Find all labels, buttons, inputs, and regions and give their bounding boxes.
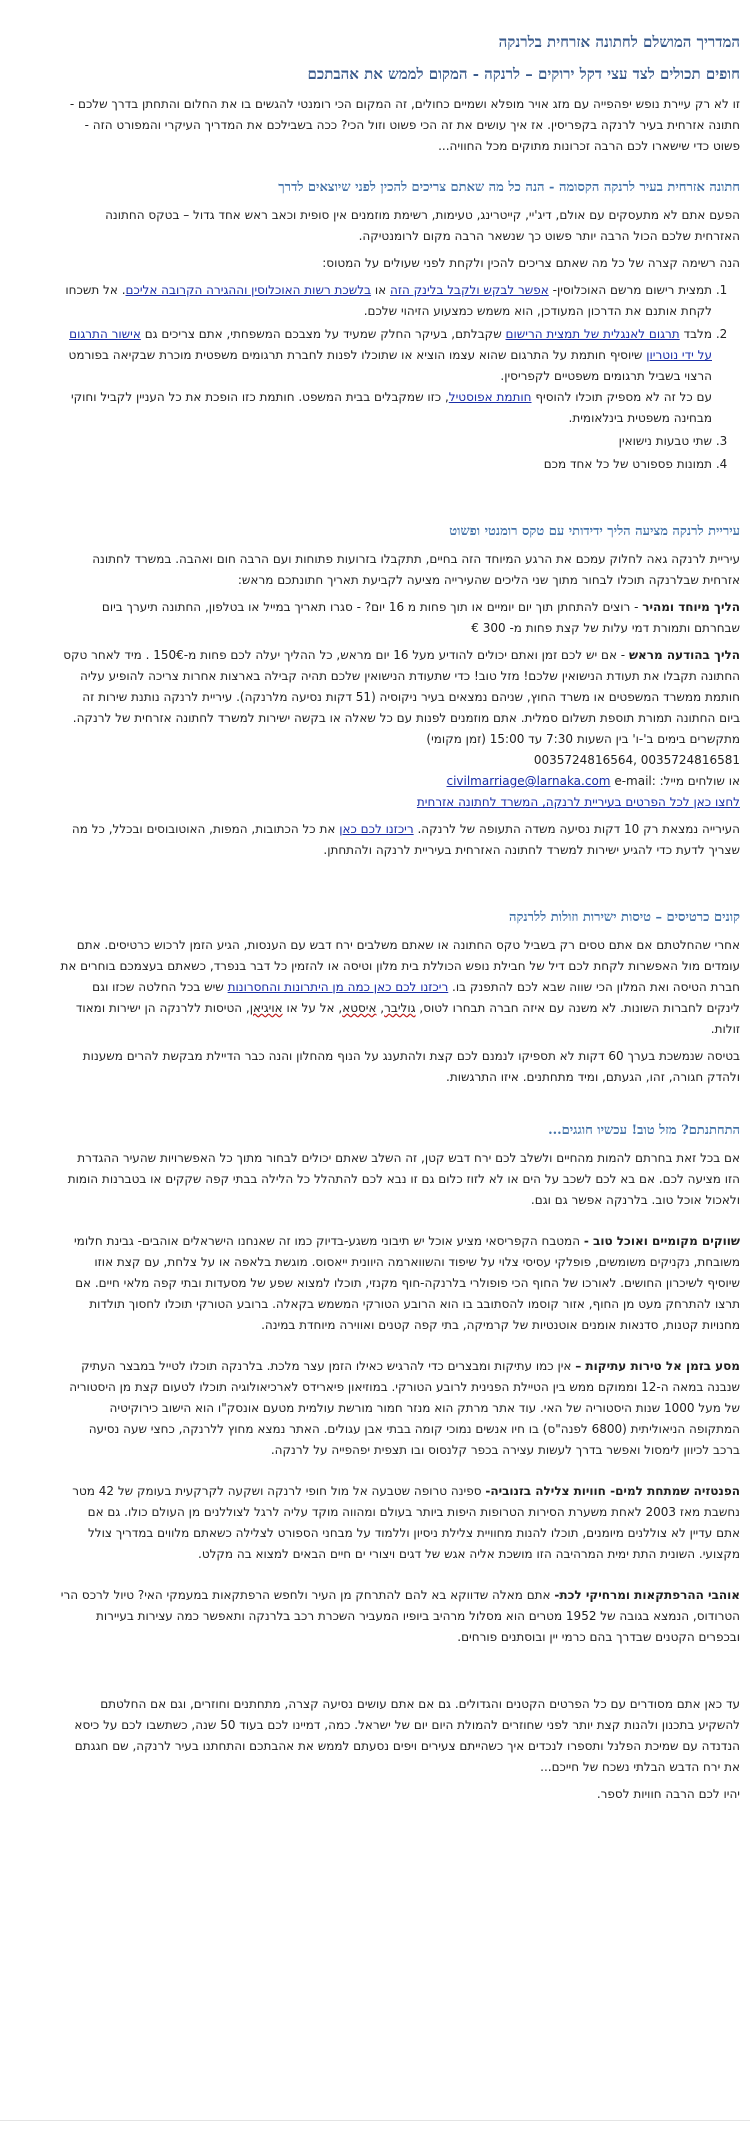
article — [60, 30, 740, 1811]
requirements-heading: חתונה אזרחית בעיר לרנקה הקסומה - הנה כל מה שאתם צריכים להכין לפני שיוצאים לדרך — [278, 180, 740, 195]
municipality-site-link[interactable]: לחצו כאן לכל הפרטים בעיריית לרנקה, המשרד לחתונה אזרחית — [416, 795, 740, 809]
population-registry-link[interactable]: אפשר לבקש ולקבל בלינק הזה — [390, 283, 549, 297]
pros-cons-link[interactable]: ריכזנו לכם כאן כמה מן היתרונות והחסרונות — [227, 980, 449, 994]
flight-paragraph: בטיסה שנמשכת בערך 60 דקות לא תספיקו לנמנם לכם קצת ולהתענג על הנוף מהחלון והנה כבר הדיילת מבקשת להרים משענות ולהדק חגורה, זהו, הגעתם, ומיד מתחתנים. איזו התרגשות. — [82, 1049, 740, 1084]
closing-wish: יהיו לכם הרבה חוויות לספר. — [596, 1787, 740, 1801]
list-item: 4. תמונות פספורט של כל אחד מכם — [60, 454, 712, 475]
markets-paragraph: שווקים מקומיים ואוכל טוב - המטבח הקפריסאי מציע אוכל יש תיבוני משגע-בדיוק כמו זה שאנחנו הישראלים אוהבים- גבינת חלומי משובחת, נקניקים משומשים, פופלקי עסיסי צלוי על שיפוד והשווארמה היוונית ייאסוס. מוגשת בלאפה או על צלחת, עם קצת אוזו שיוסיף לשיכרון החושים. לאורכו של החוף הכי פופולרי בלרנקה-חוף מקנזי, תוכלו למצוא שפע של מסעדות ובתי קפה מלאי חיים. אם תרצו להתרחק מעט מן החוף, אזור קוסמו להסתובב בו הוא הרובע הטורקי המשמש בקאלה. ברובע הטורקי תוכלו לחסוך תולדות מחנויות קטנות, סדנאות אומנים אוטנטיות של קרמיקה, בתי קפה קטנים ואווירה מיוחדת במינה. — [73, 1234, 740, 1332]
married-heading: התחתנתם? מזל טוב! עכשיו חוגגים... — [548, 1123, 740, 1138]
tickets-heading: קונים כרטיסים – טיסות ישירות וזולות ללרנקה — [509, 910, 740, 925]
diving-paragraph: הפנטזיה שמתחת למים- חוויות צלילה בזנוביה- ספינה טרופה שטבעה אל מול חופי לרנקה ושקעה לקרקעית בעומק של 42 מטר נחשבת מאז 2003 לאחת משערת הסירות הטרופות היפות ביותר בעולם ומהווה מוקד עליה לרגל לצוללנים מן העולם כולו. גם אם אתם עדיין לא צוללנים מיומנים, תוכלו להנות מחוויית צלילת ניסיון וללמוד על מבחני הספורט לצלילה כשאתם מלווים במדריך צולל מקצועי. השונית התת ימית המרהיבה הזו מושכת אליה אגש של דגים ויצורי ים חיים הבאים למצוא בה מקלט. — [72, 1484, 740, 1561]
email-link[interactable]: civilmarriage@larnaka.com — [446, 774, 611, 788]
markets-title: שווקים מקומיים ואוכל טוב - — [583, 1234, 740, 1248]
fast-procedure: הליך מיוחד ומהיר - רוצים להתחתן תוך יום יומיים או תוך פחות מ 16 יום? - סגרו תאריך במייל או בטלפון, החתונה תיערך ביום שבחרתם ותמורת דמי עלות של קצת פחות מ- 300 € — [101, 600, 740, 635]
documents-list — [60, 280, 740, 475]
list-item: 2. מלבד תרגום לאנגלית של תמצית הרישום שקבלתם, בעיקר החלק שמעיד על מצבכם המשפחתי, אתם צריכים גם אישור התרגום על ידי נוטריון שיוסיף חותמת על התרגום שהוא עצמו הוציא או שתוכלו לפנות לחברת תרגומים משפטית מוכרת שבקיאה בפורמט הרצוי בשביל תרגומים משפטיים לקפריסין. עם כל זה לא מספיק תוכלו להוסיף חותמת אפוסטיל, כזו שמקבלים בבית המשפט. חותמת כזו הופכת את כל העניין לקביל וחוקי מבחינה משפטית בינלאומית. — [60, 324, 712, 429]
advance-procedure: הליך בהודעה מראש - אם יש לכם זמן ואתם יכולים להודיע מעל 16 יום מראש, כל ההליך יעלה לכם פחות מ-150€ . מיד לאחר טקס החתונה תקבלו את תעודת הנישואין שלכם! מזל טוב! כדי שתעודת הנישואין שלכם תהיה קבילה בארצות אחרות צריכה להופיע עליה חותמת ממשרד המשפטים או משרד החוץ, שניהם נמצאים בעיר ניקוסיה (51 דקות נסיעה מלרנקה). עיריית לרנקה נותנת שירות זה ביום החתונה תמורת תוספת תשלום סמלית. אתם מוזמנים לפנות עם כל שאלה או בקשה ישירות למשרד לחתונה אזרחית של לרנקה. מתקשרים בימים ב'-ו' בין השעות 7:30 עד 15:00 (זמן מקומי) 0035724816564, 0035724816581 או שולחים מייל: civilmarriage@larnaka.com e-mail: לחצו כאן לכל הפרטים בעיריית לרנקה, המשרד לחתונה אזרחית — [63, 648, 740, 809]
closing-paragraph: עד כאן אתם מסודרים עם כל הפרטים הקטנים והגדולים. גם אם אתם עושים נסיעה קצרה, מתחתנים וחוזרים, וגם אם החלטתם להשקיע בתכנון ולהנות קצת יותר לפני שחוזרים להמולת היום יום של ישראל. כמה, דמיינו לכם בעוד 50 שנה, כשתשבו לכם על כיסא הנדנדה עם שמיכת הפלנל ותספרו לנכדים איך כשהייתם צעירים ויפים נסעתם לממש את אהבתכם והתחתנו בעיר לרנקה, שם חגגתם את ירח הדבש הבלתי נשכח של חייכם... — [74, 1697, 740, 1774]
phone-numbers: 0035724816564, 0035724816581 — [533, 753, 740, 767]
requirements-intro: הפעם אתם לא מתעסקים עם אולם, דיג'יי, קייטרינג, טעימות, רשימת מוזמנים אין סופית וכאב ראש אחד גדול – בטקס החתונה האזרחית שלכם הכול הרבה יותר פשוט כך שנשאר הרבה מקום לרומנטיקה. — [105, 208, 740, 243]
fast-procedure-title: הליך מיוחד ומהיר — [642, 600, 740, 614]
location-paragraph: העירייה נמצאת רק 10 דקות נסיעה משדה התעופה של לרנקה. ריכזנו לכם כאן את כל הכתובות, המפות, האוטובוסים ובכלל, כל מה שצריך לדעת כדי להגיע ישירות למשרד לחתונה האזרחית בעיריית לרנקה ולהתחתן. — [71, 822, 740, 857]
advance-procedure-title: הליך בהודעה מראש — [628, 648, 740, 662]
history-paragraph: מסע בזמן אל טירות עתיקות – אין כמו עתיקות ומבצרים כדי להרגיש כאילו הזמן עצר מלכת. בלרנקה תוכלו לטייל במבצר העתיק שנבנה במאה ה-12 וממוקם ממש בין הטיילת הפנינית לרובע הטורקי. במוזיאון פיארידס לארכיאולוגיה תוכלו לטעום קצת מן היסטוריה של מעל 1000 שנות היסטוריה של האי. עוד אתר מרתק הוא מנזר חמור מורשת עולמית מטעם אונסק"ו הוא הישוב כירוקיטיה המתקופה הניאוליתית (6800 לפנה"ס) בו חיו אנשים נמוכי קומה בבתי אבן עגולים. האתר נמצא מחוץ ללרנקה, כחצי שעה נסיעה ברכב לכיוון לימסול ואפשר בדרך לעשות עצירה בכפר קלנסוס ובו תצפית יפהפייה על לרנקה. — [69, 1359, 740, 1457]
airline-name: אל על — [301, 1001, 335, 1015]
history-title: מסע בזמן אל טירות עתיקות – — [575, 1359, 740, 1373]
page-bottom-divider — [0, 2120, 750, 2121]
page-subtitle: חופים תכולים לצד עצי דקל ירוקים – לרנקה - המקום לממש את אהבתכם — [307, 65, 740, 83]
page-title: המדריך המושלם לחתונה אזרחית בלרנקה — [498, 33, 740, 51]
translation-link[interactable]: תרגום לאנגלית של תמצית הרישום — [505, 327, 680, 341]
directions-link[interactable]: ריכזנו לכם כאן — [339, 822, 414, 836]
airline-name: אויגיאן — [249, 1001, 283, 1015]
list-item: 3. שתי טבעות נישואין — [60, 431, 712, 452]
notary-link[interactable]: אישור התרגום על ידי נוטריון — [69, 327, 712, 362]
population-authority-link[interactable]: בלשכת רשות האוכלוסין וההגירה הקרובה אליכם — [125, 283, 372, 297]
intro-paragraph: זו לא רק עיירת נופש יפהפייה עם מזג אויר מופלא ושמיים כחולים, זה המקום הכי רומנטי להגשים בו את החלום והתחתן בדרך שלכם - חתונה אזרחית בעיר לרנקה בקפריסין. אז איך עושים את זה הכי פשוט וזול הכי? ככה בשבילכם את המדריך העיקרי והמפורט הזה - פשוט כדי שישארו לכם הרבה זכרונות מתוקים מכל החוויה... — [69, 97, 740, 153]
apostille-link[interactable]: חותמת אפוסטיל — [448, 390, 532, 404]
email-label: e-mail: — [614, 774, 656, 788]
adventure-paragraph: אוהבי ההרפתקאות ומרחיקי לכת- אתם מאלה שדווקא בא להם להתרחק מן העיר ולחפש הרפתקאות במעמקי האי? טיול לרכס הרי הטרודוס, הנמצא בגובה של 1952 מטרים הוא מסלול מרהיב ביופיו המעביר השכרת רכב בלרנקה ותאפשר כמה עצירות בעיירות ובכפרים הקטנים שבדרך בהם כרמי יין ובוסתנים פורחים. — [60, 1588, 740, 1644]
list-item: 1. תמצית רישום מרשם האוכלוסין- אפשר לבקש ולקבל בלינק הזה או בלשכת רשות האוכלוסין וההגירה הקרובה אליכם. אל תשכחו לקחת אותנם את הדרכון המעודכן, הוא משמש כמצעוע הזיהוי שלכם. — [60, 280, 712, 322]
diving-title: הפנטזיה שמתחת למים- חוויות צלילה בזנוביה- — [485, 1484, 740, 1498]
airline-name: איסטא — [342, 1001, 377, 1015]
adventure-title: אוהבי ההרפתקאות ומרחיקי לכת- — [554, 1588, 740, 1602]
requirements-list-intro: הנה רשימה קצרה של כל מה שאתם צריכים להכין ולקחת לפני שעולים על המטוס: — [322, 256, 740, 270]
airline-name: גוליבר — [384, 1001, 416, 1015]
tickets-paragraph: אחרי שהחלטתם אם אתם טסים רק בשביל טקס החתונה או שאתם משלבים ירח דבש עם הענסות, הגיע הזמן לרכוש כרטיסים. אתם עומדים מול האפשרות לקחת לכם דיל של חבילת נופש הכוללת בית מלון וטיסה או להזמין כל דבר בנפרד, כשאתם בעצמכם בוחרים את חברת הטיסה ואת המלון הכי שווה שבא לכם להתפנק בו. ריכזנו לכם כאן כמה מן היתרונות והחסרונות שיש בכל החלטה שכזו וגם לינקים לחברות השונות. לא משנה עם איזה חברה תבחרו לטוס, גוליבר, איסטא, אל על או אויגיאן, הטיסות ללרנקה הן ישירות ומאוד זולות. — [60, 938, 740, 1036]
married-intro: אם בכל זאת בחרתם להמות מהחיים ולשלב לכם ירח דבש קטן, זה השלב שאתם יכולים לבחור מתוך כל האפשרויות שהעיר ההגדרת הזו מציעה לכם. אם בא לכם לשכב על הים או לא לזוז כלום גם זו נבא לכם להתהלל כל הלילה בבתי קפה שקקים או בטברנות הומות ולאכול אוכל טוב. בלרנקה אפשר גם וגם. — [67, 1151, 740, 1207]
options-heading: עיריית לרנקה מציעה הליך ידידותי עם טקס רומנטי ופשוט — [449, 524, 740, 539]
options-intro: עיריית לרנקה גאה לחלוק עמכם את הרגע המיוחד הזה בחיים, תתקבלו בזרועות פתוחות ועם הרבה חום ואהבה. במשרד לחתונה אזרחית שבלרנקה תוכלו לבחור מתוך שני הליכים שהעירייה מציעה לקביעת תאריך חתונתכם מראש: — [92, 552, 740, 587]
